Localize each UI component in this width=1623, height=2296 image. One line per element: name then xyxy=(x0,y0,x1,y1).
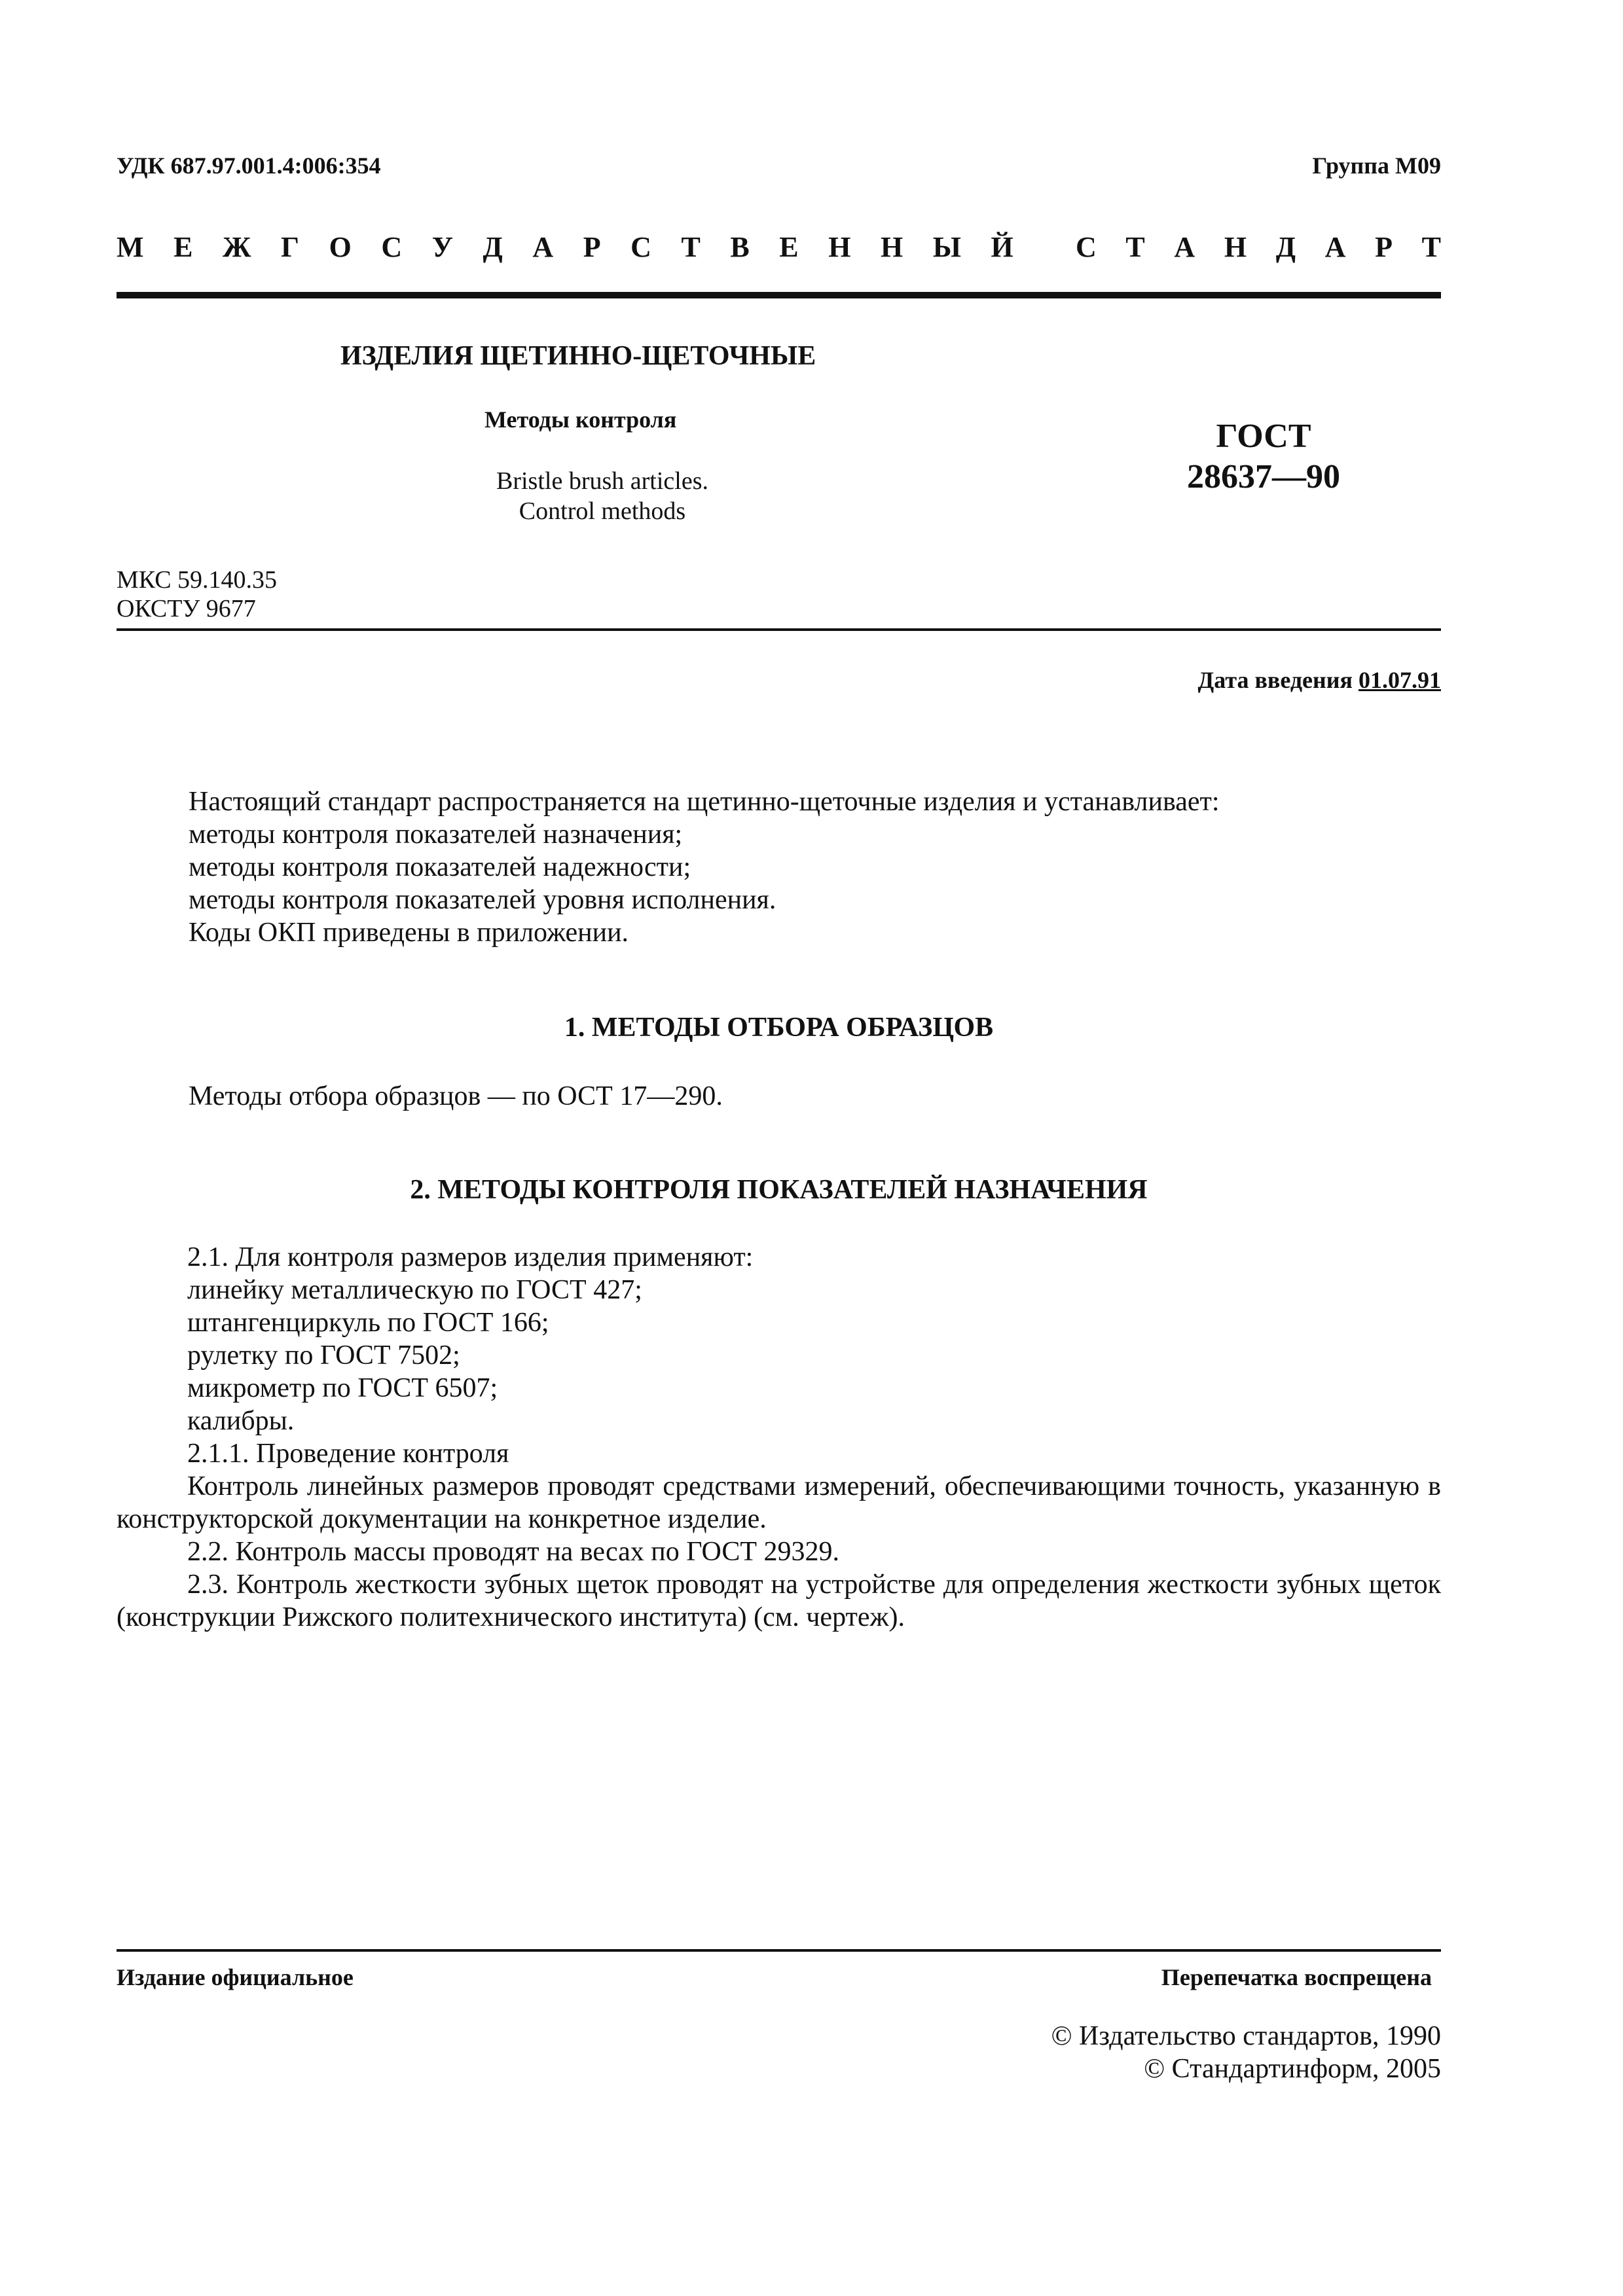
gost-number: 28637—90 xyxy=(1187,458,1340,495)
standard-type-letter: У xyxy=(431,231,453,263)
document-subtitle: Методы контроля xyxy=(484,406,677,433)
standard-type-letter: Р xyxy=(583,231,601,263)
standard-word-letter: Н xyxy=(1224,231,1247,263)
standard-type-letter: С xyxy=(381,231,403,263)
standard-word-letter: Д xyxy=(1275,231,1296,263)
clause-2-3: 2.3. Контроль жесткости зубных щеток проводят на устройстве для определения жесткости зубных щеток (конструкции Рижского политехнического института) (см. чертеж). xyxy=(117,1570,1441,1632)
standard-type-letter: С xyxy=(630,231,651,263)
intro-line-5: Коды ОКП приведены в приложении. xyxy=(189,918,629,948)
standard-type-letter: В xyxy=(730,231,750,263)
reprint-prohibited: Перепечатка воспрещена xyxy=(1161,1964,1432,1990)
introduction-date xyxy=(1198,666,1442,694)
tool-item: калибры. xyxy=(187,1406,295,1436)
standard-type-word-1 xyxy=(117,230,1013,270)
standard-word-letter: А xyxy=(1174,231,1195,263)
okstu-code: ОКСТУ 9677 xyxy=(117,595,256,622)
document-title: ИЗДЕЛИЯ ЩЕТИННО-ЩЕТОЧНЫЕ xyxy=(340,341,816,371)
standard-type-letter: Ж xyxy=(222,231,251,263)
tool-item: штангенциркуль по ГОСТ 166; xyxy=(187,1308,549,1338)
copyright-1990: © Издательство стандартов, 1990 xyxy=(1051,2021,1441,2051)
title-block-rule xyxy=(117,628,1441,631)
tool-item: линейку металлическую по ГОСТ 427; xyxy=(187,1275,642,1305)
clause-2-1-1-text: Контроль линейных размеров проводят средствами измерений, обеспечивающими точность, указанную в конструкторской документации на конкретное изделие. xyxy=(117,1471,1441,1534)
footer-rule xyxy=(117,1949,1441,1952)
mks-code: МКС 59.140.35 xyxy=(117,566,278,594)
clause-2-1-1: 2.1.1. Проведение контроля xyxy=(187,1439,509,1469)
intro-line-1: Настоящий стандарт распространяется на щетинно-щеточные изделия и устанавливает: xyxy=(189,787,1220,817)
standard-type-letter: А xyxy=(532,231,554,263)
standard-word-letter: Т xyxy=(1421,231,1441,263)
group-code: Группа М09 xyxy=(1312,152,1441,179)
english-title-line-1: Bristle brush articles. xyxy=(496,467,708,495)
clause-2-2: 2.2. Контроль массы проводят на весах по ГОСТ 29329. xyxy=(187,1537,840,1567)
classification-codes xyxy=(117,565,277,623)
top-thick-rule xyxy=(117,292,1441,298)
udk-code: УДК 687.97.001.4:006:354 xyxy=(117,152,381,179)
introduction-date-value: 01.07.91 xyxy=(1359,667,1441,693)
standard-word-letter: Т xyxy=(1125,231,1145,263)
copyright-2005: © Стандартинформ, 2005 xyxy=(1144,2054,1441,2084)
introduction-date-label: Дата введения xyxy=(1197,667,1353,693)
intro-line-2: методы контроля показателей назначения; xyxy=(189,819,683,850)
standard-type-letter: Д xyxy=(483,231,503,263)
tool-item: микрометр по ГОСТ 6507; xyxy=(187,1373,498,1403)
official-edition: Издание официальное xyxy=(117,1964,354,1990)
standard-type-letter: Е xyxy=(173,231,193,263)
standard-type-letter: Й xyxy=(991,231,1013,263)
standard-word-letter: Р xyxy=(1375,231,1393,263)
section-2-body xyxy=(117,1241,1441,1634)
intro-line-4: методы контроля показателей уровня исполнения. xyxy=(189,885,776,915)
standard-type-letter: Н xyxy=(880,231,903,263)
gost-designation xyxy=(1165,416,1362,497)
intro-line-3: методы контроля показателей надежности; xyxy=(189,852,691,882)
standard-word-letter: С xyxy=(1076,231,1097,263)
copyright-block xyxy=(1051,2020,1441,2085)
section-1-heading: 1. МЕТОДЫ ОТБОРА ОБРАЗЦОВ xyxy=(564,1013,994,1043)
standard-type-letter: Е xyxy=(779,231,799,263)
section-2-heading: 2. МЕТОДЫ КОНТРОЛЯ ПОКАЗАТЕЛЕЙ НАЗНАЧЕНИЯ xyxy=(410,1175,1148,1205)
standard-type-letter: М xyxy=(117,231,144,263)
standard-word-letter: А xyxy=(1324,231,1346,263)
english-title xyxy=(412,466,792,526)
standard-type-heading xyxy=(117,230,1441,270)
standard-type-letter: Г xyxy=(281,231,300,263)
standard-type-word-2 xyxy=(1076,230,1441,270)
standard-type-letter: Т xyxy=(681,231,701,263)
section-1-text: Методы отбора образцов — по ОСТ 17—290. xyxy=(189,1081,723,1111)
gost-label: ГОСТ xyxy=(1216,418,1311,455)
english-title-line-2: Control methods xyxy=(519,497,686,525)
tool-item: рулетку по ГОСТ 7502; xyxy=(187,1340,460,1371)
standard-type-letter: Ы xyxy=(932,231,961,263)
clause-2-1: 2.1. Для контроля размеров изделия применяют: xyxy=(187,1242,754,1272)
intro-text xyxy=(189,785,1220,949)
standard-type-letter: Н xyxy=(828,231,851,263)
standard-type-letter: О xyxy=(329,231,352,263)
